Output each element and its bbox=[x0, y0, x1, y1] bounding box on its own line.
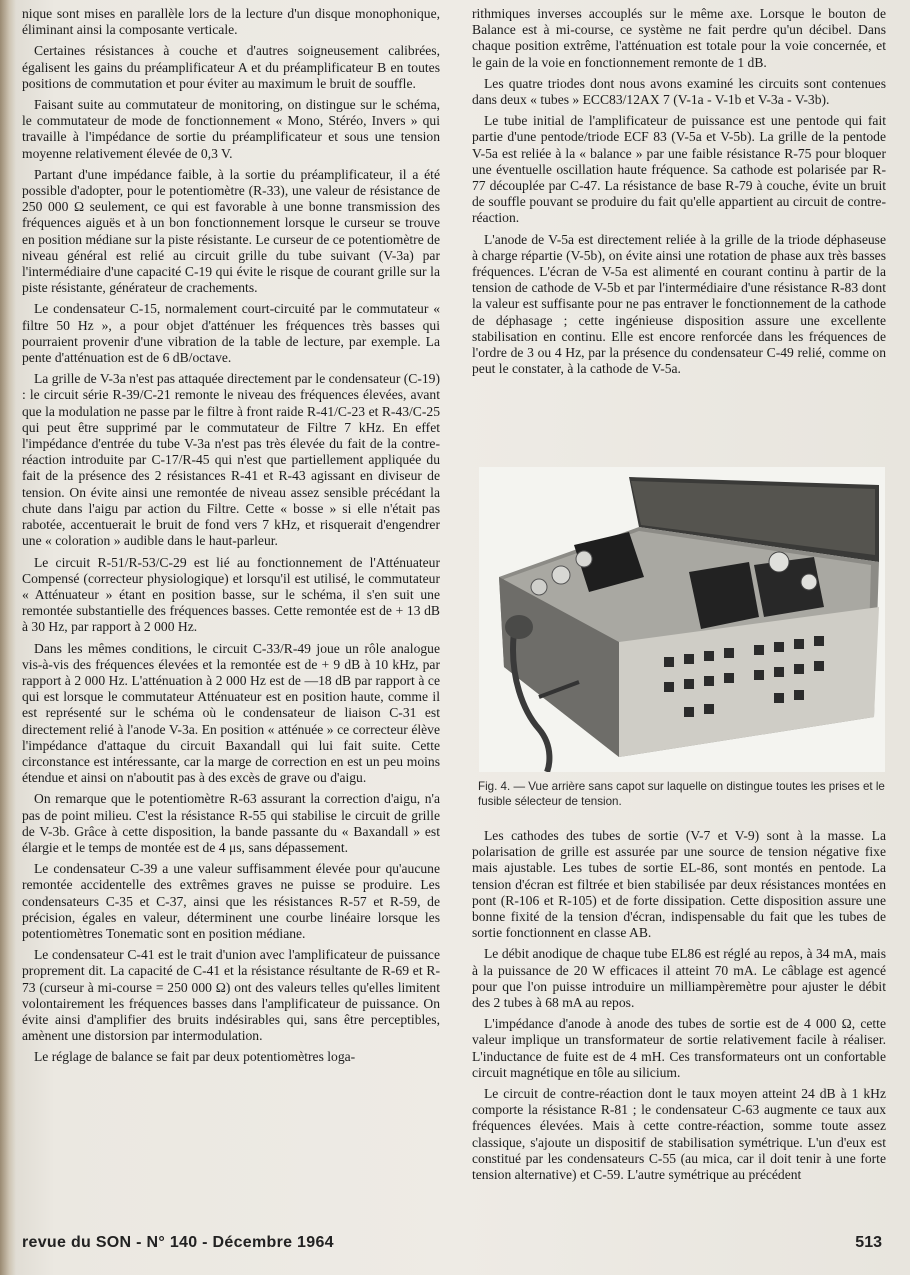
paragraph: Le débit anodique de chaque tube EL86 est réglé au repos, à 34 mA, mais à la puissance de 20 W efficaces il atteint 70 mA. Le câblage est agencé pour que l'on puisse introduire un milliampèremètre pour ajuster le débit des 2 tubes à 68 mA au repos. bbox=[472, 946, 886, 1011]
paragraph: Certaines résistances à couche et d'autres soigneusement calibrées, égalisent les gains du préamplificateur A et du préamplificateur B en toutes positions de commutation et pour éviter au maximum le bruit de souffle. bbox=[22, 43, 440, 91]
paragraph: Le condensateur C-39 a une valeur suffisamment élevée pour qu'aucune remontée accidentelle des extrêmes graves ne puisse se produire. Les condensateurs C-35 et C-37, ainsi que les résistances R-57 et R-59, de précision, égales en valeur, déterminent une courbe linéaire lorsque les potentiomètres Tonematic sont en position médiane. bbox=[22, 861, 440, 941]
paragraph: Le réglage de balance se fait par deux potentiomètres loga- bbox=[34, 1049, 356, 1065]
paragraph: L'impédance d'anode à anode des tubes de sortie est de 4 000 Ω, cette valeur implique un transformateur de sortie relativement facile à réaliser. L'inductance de fuite est de 4 mH. Ces transformateurs ont un confortable circuit magnétique en tôle au silicium. bbox=[472, 1016, 886, 1080]
paragraph: Le condensateur C-15, normalement court-circuité par le commutateur « filtre 50 Hz », a pour objet d'atténuer les fréquences très basses qui pourraient provenir d'une vibration de la table de lecture, par exemple. La pente d'atténuation est de 6 dB/octave. bbox=[22, 301, 440, 366]
paragraph: rithmiques inverses accouplés sur le même axe. Lorsque le bouton de Balance est à mi-course, ce système ne fait perdre qu'un décibel. Dans chaque position extrême, l'atténuation est totale pour la voie concernée, et le gain de la voie en fonctionnement remonte de 1 dB. bbox=[472, 6, 886, 70]
figure-caption: Fig. 4. — Vue arrière sans capot sur laquelle on distingue toutes les prises et le fusible sélecteur de tension. bbox=[478, 780, 885, 808]
paragraph: L'anode de V-5a est directement reliée à la grille de la triode déphaseuse à charge répartie (V-5b), on évite ainsi une rotation de phase aux très basses fréquences. L'écran de V-5a est alimenté en courant continu à partir de la tension de cathode de V-5b et par l'intermédiaire d'une résistance R-83 dont la valeur est suffisante pour ne pas entraver le fonctionnement de la cathode de déphasage ; cette ingénieuse disposition assure une excellente stabilisation en continu. Elle est encore renforcée dans les fréquences de l'ordre de 3 ou 4 Hz, par la présence du condensateur C-49 relié, comme on peut le constater, à la cathode de V-5a. bbox=[472, 231, 886, 377]
paragraph: Le circuit R-51/R-53/C-29 est lié au fonctionnement de l'Atténuateur Compensé (correcteur physiologique) et lorsqu'il est utilisé, le commutateur « Atténuateur » étant en position basse, sur le schéma, il s'en suit une remontée substantielle des fréquences basses. Cette remontée est de + 13 dB à 30 Hz, par rapport à 2 000 Hz. bbox=[22, 554, 440, 635]
paragraph: On remarque que le potentiomètre R-63 assurant la correction d'aigu, n'a pas de point milieu. C'est la résistance R-55 qui stabilise le circuit de grille de V-3b. Grâce à cette disposition, la bande passante du « Baxandall » est élargie et le temps de montée est de 4 μs, sans dépassement. bbox=[22, 791, 440, 855]
paragraph: nique sont mises en parallèle lors de la lecture d'un disque monophonique, éliminant ainsi la composante verticale. bbox=[22, 6, 440, 38]
paragraph: Les cathodes des tubes de sortie (V-7 et V-9) sont à la masse. La polarisation de grille est assurée par une source de tension négative fixe mais ajustable. Les tubes de sortie EL-86, sont montés en pentode. La tension d'écran est filtrée et bien stabilisée par deux résistances montées en pont (R-106 et R-105) et de forte dissipation. Cette disposition assure une bonne fixité de la tension d'écran, indispensable du fait que les tubes de sortie fonctionnent en classe AB. bbox=[472, 828, 886, 941]
page-footer bbox=[22, 1234, 882, 1258]
page-number: 513 bbox=[855, 1234, 882, 1251]
amplifier-photo bbox=[479, 467, 885, 772]
right-column-top bbox=[472, 6, 886, 382]
page-binding-edge bbox=[0, 0, 16, 1275]
left-column bbox=[22, 6, 440, 1071]
journal-reference: revue du SON - N° 140 - Décembre 1964 bbox=[22, 1234, 334, 1251]
paragraph: Partant d'une impédance faible, à la sortie du préamplificateur, il a été possible d'adopter, pour le potentiomètre (R-33), une valeur de résistance de 250 000 Ω seulement, ce qui est favorable à une bonne transmission des fréquences aiguës et à un bon fonctionnement lorsque le curseur se trouve en position médiane sur la piste résistante. Le curseur de ce potentiomètre de niveau général est relié au circuit grille du tube suivant (V-3a) par l'intermédiaire d'une capacité C-19 qui évite le risque de courant grille sur la piste résistante, générateur de crachements. bbox=[22, 166, 440, 296]
paragraph: La grille de V-3a n'est pas attaquée directement par le condensateur (C-19) : le circuit série R-39/C-21 remonte le niveau des fréquences élevées, avant que la modulation ne passe par le filtre à front raide R-41/C-23 et R-43/C-25 qui peut être supprimé par le commutateur de Filtre 7 kHz. En effet l'impédance d'entrée du tube V-3a n'est pas très élevée du fait de la contre-réaction introduite par C-17/R-45 qui n'est que partiellement appliquée du fait de la présence des 2 résistances R-41 et R-43 agissant en diviseur de tension. On évite ainsi une remontée de niveau assez sensible précédant la chute dans l'aigu par action du Filtre. Cette « bosse » si elle n'était pas rabotée, accentuerait le bruit de fond vers 7 kHz, et risquerait d'engendrer une « coloration » audible dans le haut-parleur. bbox=[22, 371, 440, 549]
paragraph: Le condensateur C-41 est le trait d'union avec l'amplificateur de puissance proprement dit. La capacité de C-41 et la résistance résultante de R-69 et R-73 (curseur à mi-course = 250 000 Ω) ont des valeurs telles qu'elles limitent volontairement les fréquences basses dans l'amplificateur de puissance. On évite ainsi d'amplifier des bruits indésirables qui, sans être perceptibles, amènent une distorsion par intermodulation. bbox=[22, 947, 440, 1044]
paragraph: Faisant suite au commutateur de monitoring, on distingue sur le schéma, le commutateur de mode de fonctionnement « Mono, Stéréo, Invers » qui travaille à l'impédance de sortie du préamplificateur et sous une tension moyenne relativement élevée de 0,3 V. bbox=[22, 97, 440, 161]
right-column-bottom bbox=[472, 828, 886, 1188]
paragraph: Le tube initial de l'amplificateur de puissance est une pentode qui fait partie d'une pentode/triode ECF 83 (V-5a et V-5b). La grille de la pentode V-5a est reliée à la « balance » par une faible résistance R-75 pour bloquer une éventuelle oscillation haute fréquence. Sa cathode est polarisée par R-77 découplée par C-47. La résistance de base R-79 à couche, évite un bruit de souffle pouvant se produire du fait qu'elle appartient au circuit de contre-réaction. bbox=[472, 113, 886, 226]
amplifier-rear-view-illustration bbox=[479, 467, 885, 772]
paragraph: Le circuit de contre-réaction dont le taux moyen atteint 24 dB à 1 kHz comporte la résistance R-81 ; le condensateur C-63 augmente ce taux aux fréquences élevées. Mais à cette contre-réaction, somme toute assez classique, s'ajoute un dispositif de stabilisation symétrique. L'un d'eux est constitué par les condensateurs C-55 (au mica, car il doit tenir à une forte tension alternative) et C-59. L'autre symétrique au précédent bbox=[472, 1086, 886, 1183]
paragraph: Dans les mêmes conditions, le circuit C-33/R-49 joue un rôle analogue vis-à-vis des fréquences élevées et la remontée est de + 9 dB à 10 kHz, par rapport à 2 000 Hz. L'atténuation à 2 000 Hz est de —18 dB par rapport à ce qui est lorsque le commutateur Atténuateur est en position haute, comme il est représenté sur le schéma où le condensateur de liaison C-31 est directement relié à l'anode V-3a. En position « atténuée » ce correcteur élève l'impédance d'attaque du circuit Baxandall qui lui fait suite. Cette circonstance est intéressante, car la marge de correction en est un peu moins étendue et ainsi on n'aboutit pas à des excès de grave ou d'aigu. bbox=[22, 640, 440, 786]
paragraph: Les quatre triodes dont nous avons examiné les circuits sont contenues dans deux « tubes » ECC83/12AX 7 (V-1a - V-1b et V-3a - V-3b). bbox=[472, 75, 886, 108]
